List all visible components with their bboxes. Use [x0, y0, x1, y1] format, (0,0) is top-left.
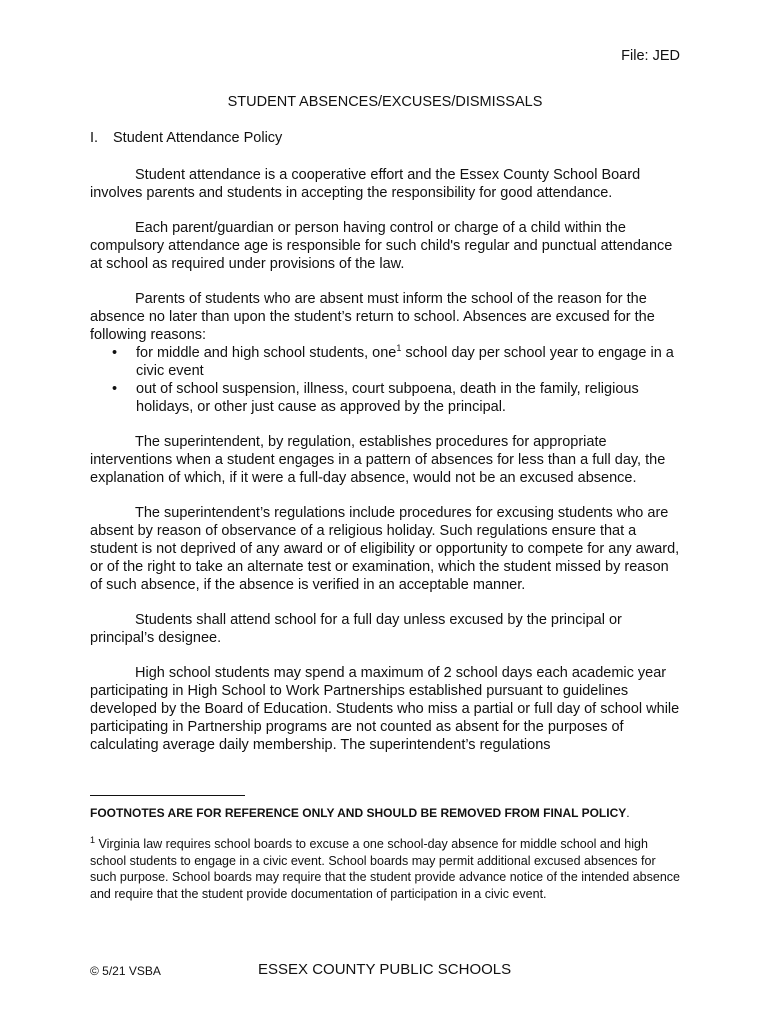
- list-item: • for middle and high school students, one$^1$ school day per school year to engage in a civic event: [112, 343, 674, 379]
- paragraph-excused-reasons: Parents of students who are absent must inform the school of the reason for the absence no later than upon the student’s return to school. Absences are excused for the following reasons:: [90, 291, 655, 343]
- list-item: • out of school suspension, illness, court subpoena, death in the family, religious holidays, or other just cause as approved by the principal.: [112, 381, 639, 415]
- section-number: I.: [90, 130, 99, 146]
- footnote-reference[interactable]: 1: [396, 343, 402, 354]
- paragraph-high-school-to-work: High school students may spend a maximum of 2 school days each academic year participating in High School to Work Partnerships established pursuant to guidelines developed by the Board of Education. Students who miss a partial or full day of school while participating in Partnership programs are not counted as absent for the purposes of calculating average daily membership. The superintendent’s regulations: [90, 665, 680, 753]
- section-heading-text: Student Attendance Policy: [113, 130, 283, 146]
- paragraph-religious-holiday: The superintendent’s regulations include procedures for excusing students who are absent by reason of observance of a religious holiday. Such regulations ensure that a student is not deprived of any award or of eligibility or opportunity to compete for any award, or of the right to take an alternate test or examination, which the student missed by reason of such absence, if the absence is verified in an acceptable manner.: [90, 505, 680, 593]
- footnote-1: [90, 836, 682, 902]
- footnote-divider: [90, 795, 245, 796]
- paragraph-full-day-attendance: Students shall attend school for a full day unless excused by the principal or principal’s designee.: [90, 612, 622, 646]
- bullet-icon: •: [112, 345, 118, 361]
- footnote-marker: 1: [90, 834, 96, 845]
- excused-reasons-list: [90, 344, 682, 416]
- paragraph-parent-responsibility: Each parent/guardian or person having control or charge of a child within the compulsory attendance age is responsible for such child's regular and punctual attendance at school as required under provisions of the law.: [90, 220, 673, 272]
- document-title: STUDENT ABSENCES/EXCUSES/DISMISSALS: [227, 94, 543, 110]
- paragraph-cooperative-effort: Student attendance is a cooperative effort and the Essex County School Board involves parents and students in accepting the responsibility for good attendance.: [90, 167, 641, 201]
- section-heading: [90, 130, 282, 146]
- file-label: File: JED: [621, 48, 680, 64]
- bullet-icon: •: [112, 381, 118, 397]
- footer-copyright: © 5/21 VSBA: [90, 964, 161, 978]
- footer-organization: ESSEX COUNTY PUBLIC SCHOOLS: [258, 961, 512, 978]
- footnote-text: Virginia law requires school boards to excuse a one school-day absence for middle school and high school students to engage in a civic event. School boards may permit additional excused absences for such purpose. School boards may require that the student provide advance notice of the intended absence and require that the student provide documentation of participation in a civic event.: [90, 837, 680, 901]
- policy-body: [90, 166, 682, 771]
- paragraph-partial-day-interventions: The superintendent, by regulation, establishes procedures for appropriate interventions when a student engages in a pattern of absences for less than a full day, the explanation of which, if it were a full-day absence, would not be an excused absence.: [90, 434, 666, 486]
- footnotes-header: FOOTNOTES ARE FOR REFERENCE ONLY AND SHOULD BE REMOVED FROM FINAL POLICY.: [90, 806, 630, 820]
